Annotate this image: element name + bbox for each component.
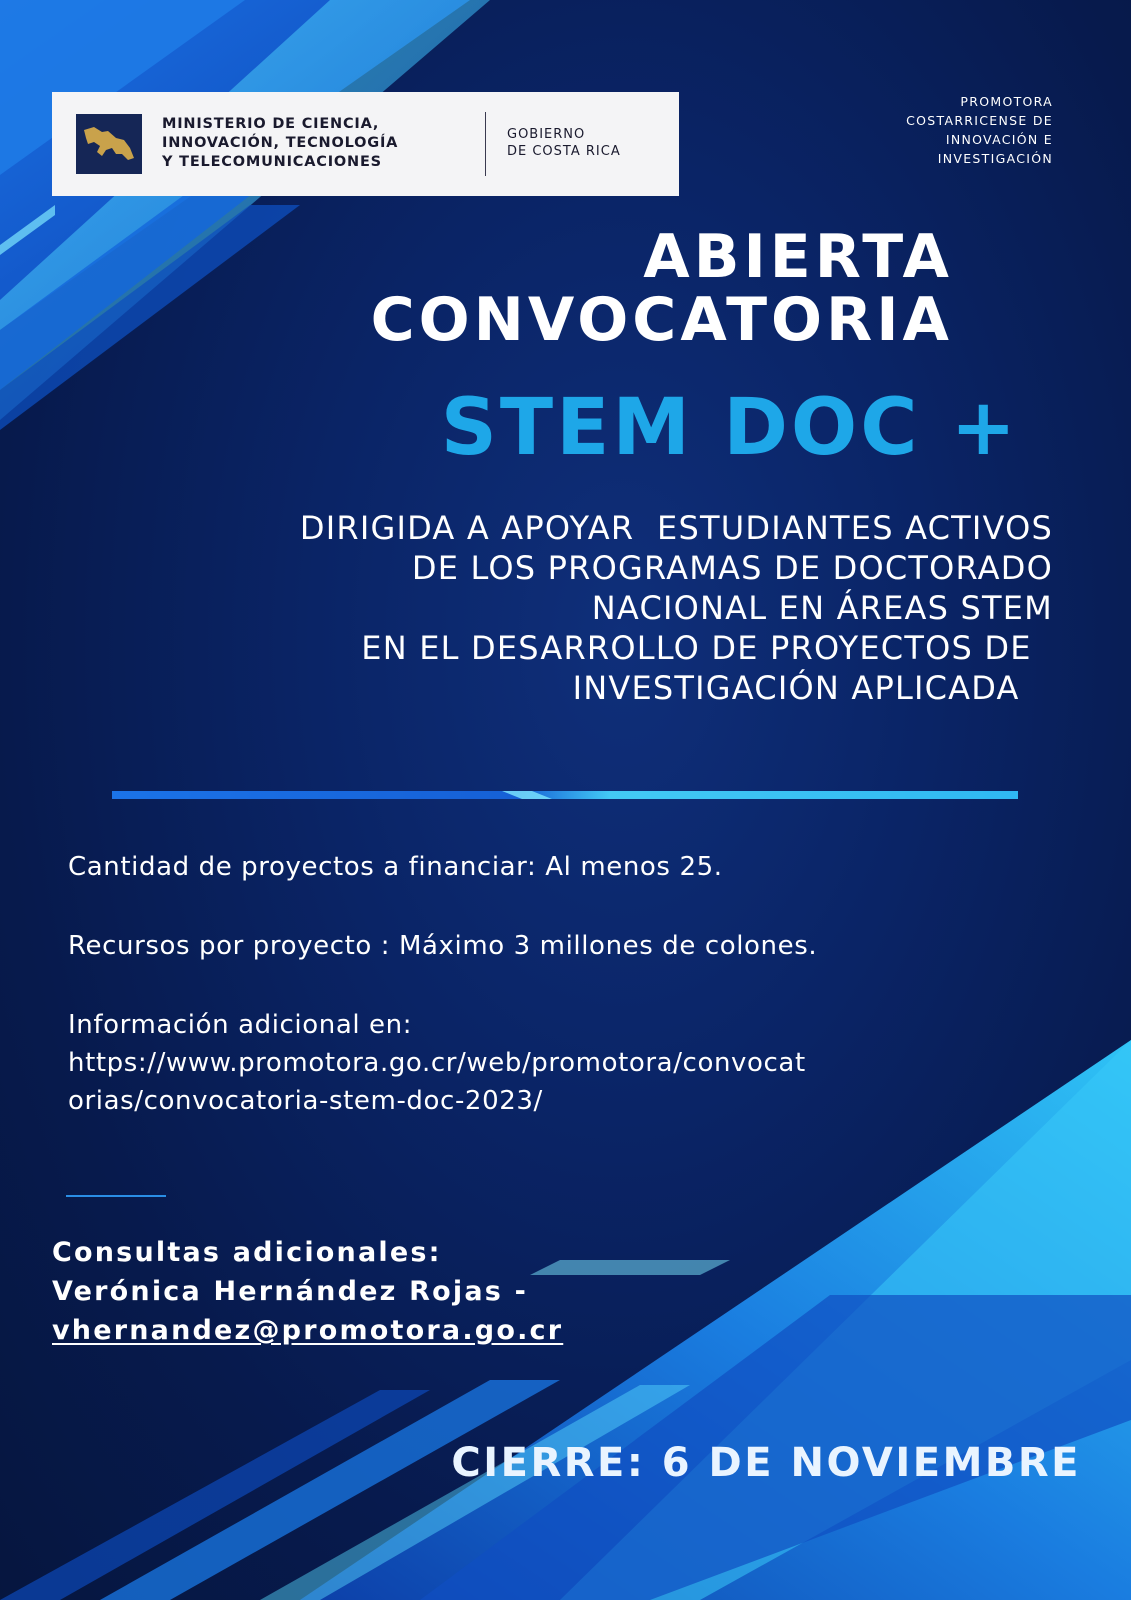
logo-divider xyxy=(485,112,486,176)
contact-block xyxy=(52,1237,563,1354)
additional-info-label: Información adicional en: xyxy=(68,1010,413,1040)
description-line-4: EN EL DESARROLLO DE PROYECTOS DE xyxy=(361,629,1043,667)
ministry-name-line-1: MINISTERIO DE CIENCIA, xyxy=(162,116,380,132)
closing-date: CIERRE: 6 DE NOVIEMBRE xyxy=(451,1440,1081,1486)
contact-name: Verónica Hernández Rojas - xyxy=(52,1276,529,1307)
headline-abierta: ABIERTA xyxy=(643,222,953,292)
org-line-3: INNOVACIÓN E xyxy=(945,132,1053,147)
description-line-1: DIRIGIDA A APOYAR ESTUDIANTES ACTIVOS xyxy=(299,509,1053,547)
info-url-line-1[interactable]: https://www.promotora.go.cr/web/promotora/convocat xyxy=(68,1048,806,1078)
info-url-line-2[interactable]: orias/convocatoria-stem-doc-2023/ xyxy=(68,1086,543,1116)
program-title: STEM DOC + xyxy=(440,383,1019,473)
org-line-4: INVESTIGACIÓN xyxy=(937,151,1053,166)
description-line-3: NACIONAL EN ÁREAS STEM xyxy=(591,589,1053,627)
government-line-1: GOBIERNO xyxy=(507,127,586,142)
resources-text: Recursos por proyecto : Máximo 3 millones de colones. xyxy=(68,931,818,961)
org-line-2: COSTARRICENSE DE xyxy=(906,113,1053,128)
org-line-1: PROMOTORA xyxy=(960,94,1053,109)
contact-label: Consultas adicionales: xyxy=(52,1237,442,1268)
ministry-name-line-3: Y TELECOMUNICACIONES xyxy=(162,154,382,170)
projects-count-text: Cantidad de proyectos a financiar: Al menos 25. xyxy=(68,852,723,882)
program-description xyxy=(153,508,1053,708)
promotora-name xyxy=(793,92,1053,168)
ministry-logo-card xyxy=(52,92,679,196)
contact-email-link[interactable]: vhernandez@promotora.go.cr xyxy=(52,1315,564,1346)
costa-rica-map-icon xyxy=(76,114,142,174)
government-line-2: DE COSTA RICA xyxy=(507,144,621,159)
description-line-2: DE LOS PROGRAMAS DE DOCTORADO xyxy=(411,549,1053,587)
short-divider xyxy=(66,1195,166,1197)
ministry-name-line-2: INNOVACIÓN, TECNOLOGÍA xyxy=(162,135,399,151)
section-divider xyxy=(112,791,1018,799)
headline-convocatoria: CONVOCATORIA xyxy=(370,285,953,355)
description-line-5: INVESTIGACIÓN APLICADA xyxy=(572,669,1031,707)
